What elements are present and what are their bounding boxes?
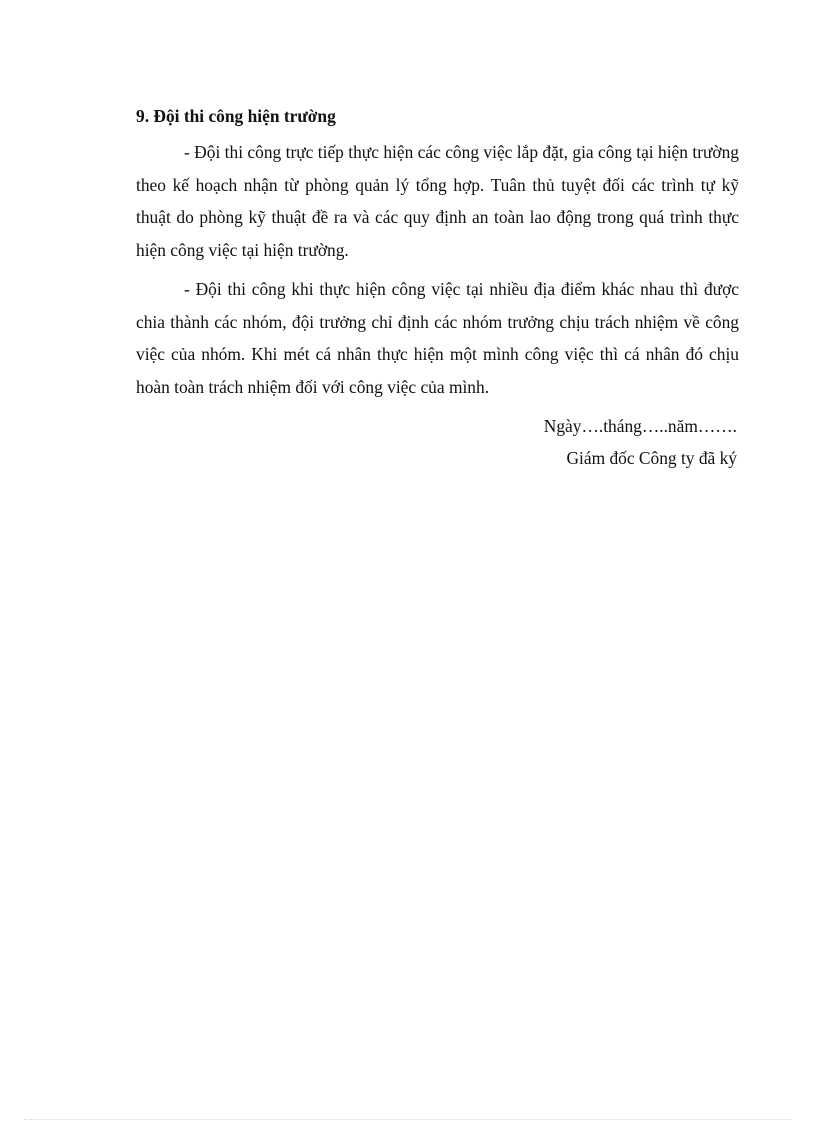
paragraph-1: - Đội thi công trực tiếp thực hiện các công việc lắp đặt, gia công tại hiện trường theo kế hoạch nhận từ phòng quản lý tổng hợp. Tuân thủ tuyệt đối các trình tự kỹ thuật do phòng kỹ thuật đề ra và các quy định an toàn lao động trong quá trình thực hiện công việc tại hiện trường. bbox=[136, 142, 739, 260]
section-heading: 9. Đội thi công hiện trường bbox=[136, 106, 336, 126]
signature-line: Giám đốc Công ty đã ký bbox=[566, 448, 737, 468]
document-page bbox=[136, 100, 739, 474]
date-line: Ngày….tháng…..năm……. bbox=[543, 416, 737, 436]
paragraph-2: - Đội thi công khi thực hiện công việc tại nhiều địa điểm khác nhau thì được chia thành các nhóm, đội trưởng chỉ định các nhóm trưởng chịu trách nhiệm về công việc của nhóm. Khi mét cá nhân thực hiện một mình công việc thì cá nhân đó chịu hoàn toàn trách nhiệm đối với công việc của mình. bbox=[136, 279, 739, 397]
page-bottom-divider bbox=[24, 1119, 792, 1120]
